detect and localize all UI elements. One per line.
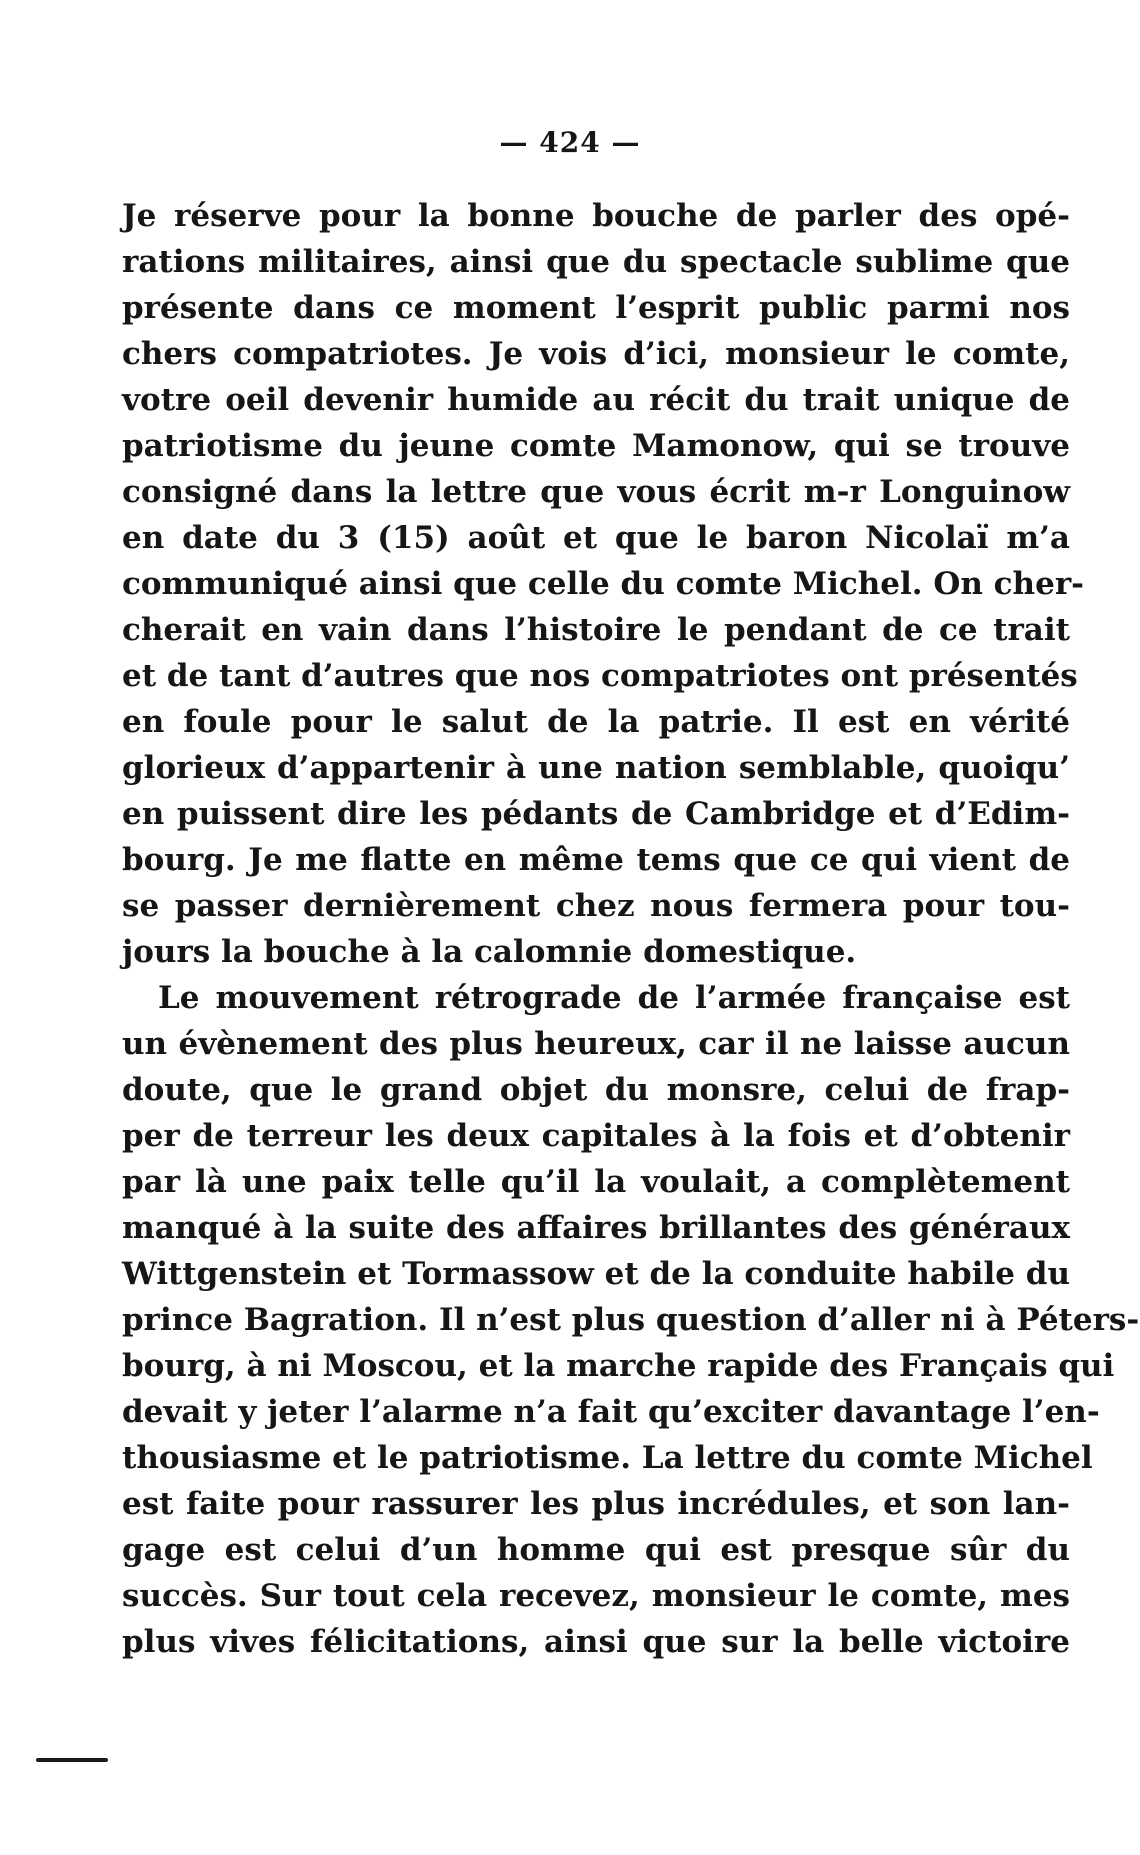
text-line: présente dans ce moment l’esprit public parmi nos [122, 290, 1070, 326]
text-line: succès. Sur tout cela recevez, monsieur le comte, mes [122, 1578, 1070, 1614]
margin-dash-mark [36, 1758, 108, 1762]
text-line: plus vives félicitations, ainsi que sur la belle victoire [122, 1624, 1070, 1660]
text-line: gage est celui d’un homme qui est presque sûr du [122, 1532, 1070, 1568]
page-number: — 424 — [499, 126, 641, 159]
text-line: rations militaires, ainsi que du spectacle sublime que [122, 244, 1070, 280]
text-line: bourg. Je me flatte en même tems que ce qui vient de [122, 842, 1070, 878]
text-line: en foule pour le salut de la patrie. Il est en vérité [122, 704, 1070, 740]
text-line: votre oeil devenir humide au récit du trait unique de [122, 382, 1070, 418]
text-line: consigné dans la lettre que vous écrit m-r Longuinow [122, 474, 1070, 510]
text-line: en date du 3 (15) août et que le baron Nicolaï m’a [122, 520, 1070, 556]
text-line: cherait en vain dans l’histoire le pendant de ce trait [122, 612, 1070, 648]
text-line: patriotisme du jeune comte Mamonow, qui se trouve [122, 428, 1070, 464]
text-line: se passer dernièrement chez nous fermera pour tou- [122, 888, 1070, 924]
text-line: un évènement des plus heureux, car il ne laisse aucun [122, 1026, 1070, 1062]
text-line: devait y jeter l’alarme n’a fait qu’exciter davantage l’en- [122, 1394, 1100, 1430]
paragraph-start-line: Le mouvement rétrograde de l’armée française est [158, 980, 1070, 1016]
text-line: thousiasme et le patriotisme. La lettre du comte Michel [122, 1440, 1093, 1476]
text-line: bourg, à ni Moscou, et la marche rapide des Français qui [122, 1348, 1115, 1384]
text-line: chers compatriotes. Je vois d’ici, monsieur le comte, [122, 336, 1070, 372]
text-line: communiqué ainsi que celle du comte Michel. On cher- [122, 566, 1085, 602]
text-line: doute, que le grand objet du monsre, celui de frap- [122, 1072, 1070, 1108]
text-line: glorieux d’appartenir à une nation semblable, quoiqu’ [122, 750, 1070, 786]
text-line: per de terreur les deux capitales à la fois et d’obtenir [122, 1118, 1070, 1154]
text-line: Je réserve pour la bonne bouche de parler des opé- [122, 198, 1070, 234]
text-line: Wittgenstein et Tormassow et de la conduite habile du [122, 1256, 1070, 1292]
text-line: prince Bagration. Il n’est plus question d’aller ni à Péters- [122, 1302, 1140, 1338]
text-line: manqué à la suite des affaires brillantes des généraux [122, 1210, 1070, 1246]
text-line: est faite pour rassurer les plus incrédules, et son lan- [122, 1486, 1070, 1522]
text-line: par là une paix telle qu’il la voulait, a complètement [122, 1164, 1070, 1200]
paragraph-end-line: jours la bouche à la calomnie domestique. [122, 934, 857, 970]
text-line: en puissent dire les pédants de Cambridge et d’Edim- [122, 796, 1070, 832]
body-text [122, 193, 1140, 1665]
text-line: et de tant d’autres que nos compatriotes ont présentés [122, 658, 1078, 694]
